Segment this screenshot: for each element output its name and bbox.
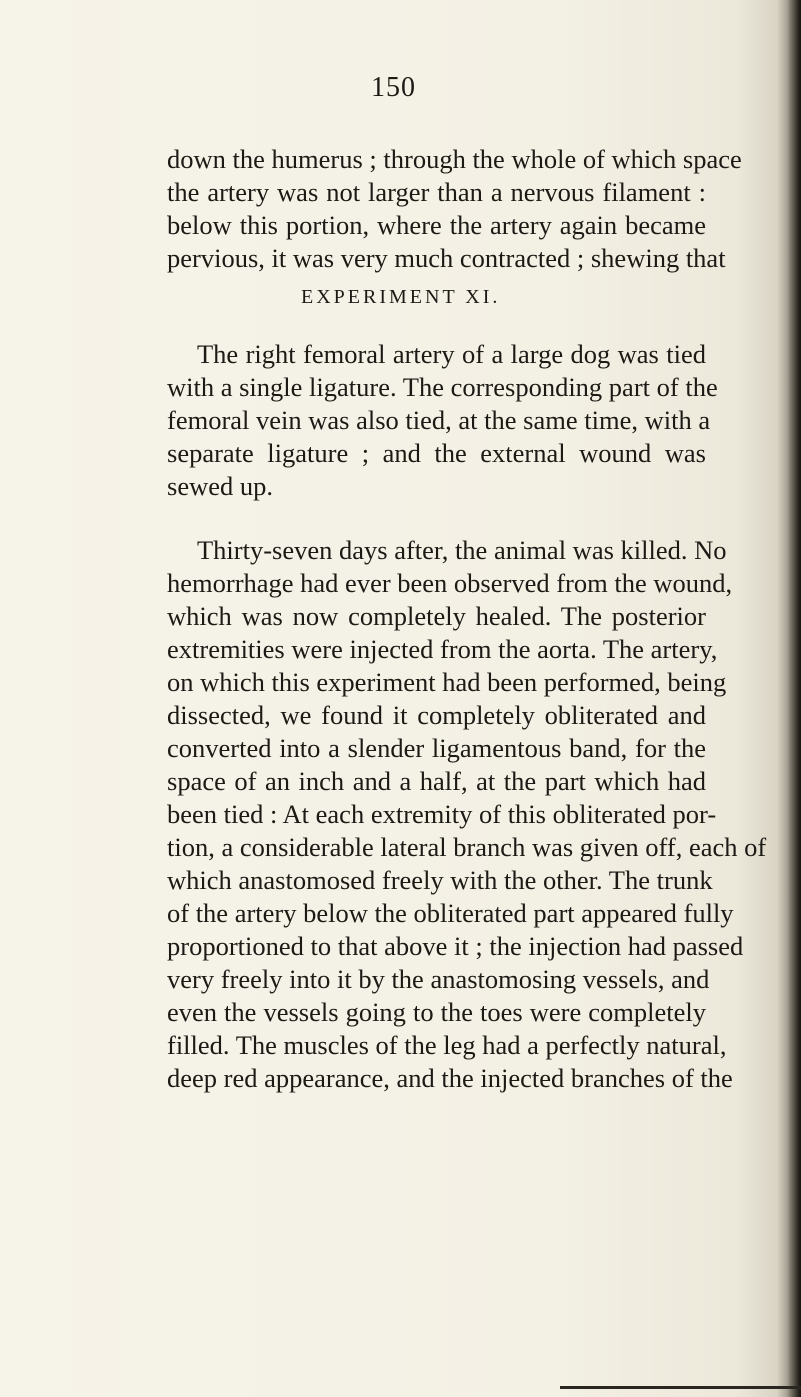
paragraph-1-line-2: the artery was not larger than a nervous filament :: [167, 177, 706, 207]
paragraph-3-line-17: deep red appearance, and the injected branches of the: [167, 1063, 733, 1093]
paragraph-1-line-4: pervious, it was very much contracted ; shewing that: [167, 243, 726, 273]
paragraph-1-line-3: below this portion, where the artery again became: [167, 210, 706, 240]
paragraph-2-line-4: separate ligature ; and the external wound was: [167, 438, 706, 468]
experiment-heading: EXPERIMENT XI.: [301, 286, 501, 308]
paragraph-3-line-4: extremities were injected from the aorta. The artery,: [167, 634, 718, 664]
paragraph-2-line-1: The right femoral artery of a large dog was tied: [197, 339, 706, 369]
paragraph-3-line-14: very freely into it by the anastomosing vessels, and: [167, 964, 710, 994]
paragraph-3-line-9: been tied : At each extremity of this obliterated por-: [167, 799, 717, 829]
paragraph-2-line-2: with a single ligature. The corresponding part of the: [167, 372, 718, 402]
paragraph-3-line-3: which was now completely healed. The posterior: [167, 601, 706, 631]
paragraph-3-line-16: filled. The muscles of the leg had a perfectly natural,: [167, 1030, 727, 1060]
paragraph-3-line-8: space of an inch and a half, at the part which had: [167, 766, 706, 796]
paragraph-1-line-1: down the humerus ; through the whole of which space: [167, 144, 742, 174]
paragraph-3-line-10: tion, a considerable lateral branch was given off, each of: [167, 832, 767, 862]
paragraph-3-line-6: dissected, we found it completely obliterated and: [167, 700, 706, 730]
paragraph-3-line-15: even the vessels going to the toes were completely: [167, 997, 706, 1027]
paragraph-3-line-7: converted into a slender ligamentous band, for the: [167, 733, 706, 763]
page-number: 150: [371, 72, 416, 103]
paragraph-3-line-11: which anastomosed freely with the other. The trunk: [167, 865, 713, 895]
paragraph-2-line-3: femoral vein was also tied, at the same time, with a: [167, 405, 711, 435]
page-edge-shadow: [787, 0, 801, 1397]
paragraph-3-line-13: proportioned to that above it ; the injection had passed: [167, 931, 744, 961]
paragraph-3-line-5: on which this experiment had been performed, being: [167, 667, 727, 697]
paragraph-3-line-1: Thirty-seven days after, the animal was killed. No: [197, 535, 727, 565]
paragraph-2-line-5: sewed up.: [167, 471, 273, 501]
paragraph-3-line-12: of the artery below the obliterated part appeared fully: [167, 898, 734, 928]
page-bottom-edge: [560, 1386, 801, 1389]
paragraph-3-line-2: hemorrhage had ever been observed from the wound,: [167, 568, 733, 598]
